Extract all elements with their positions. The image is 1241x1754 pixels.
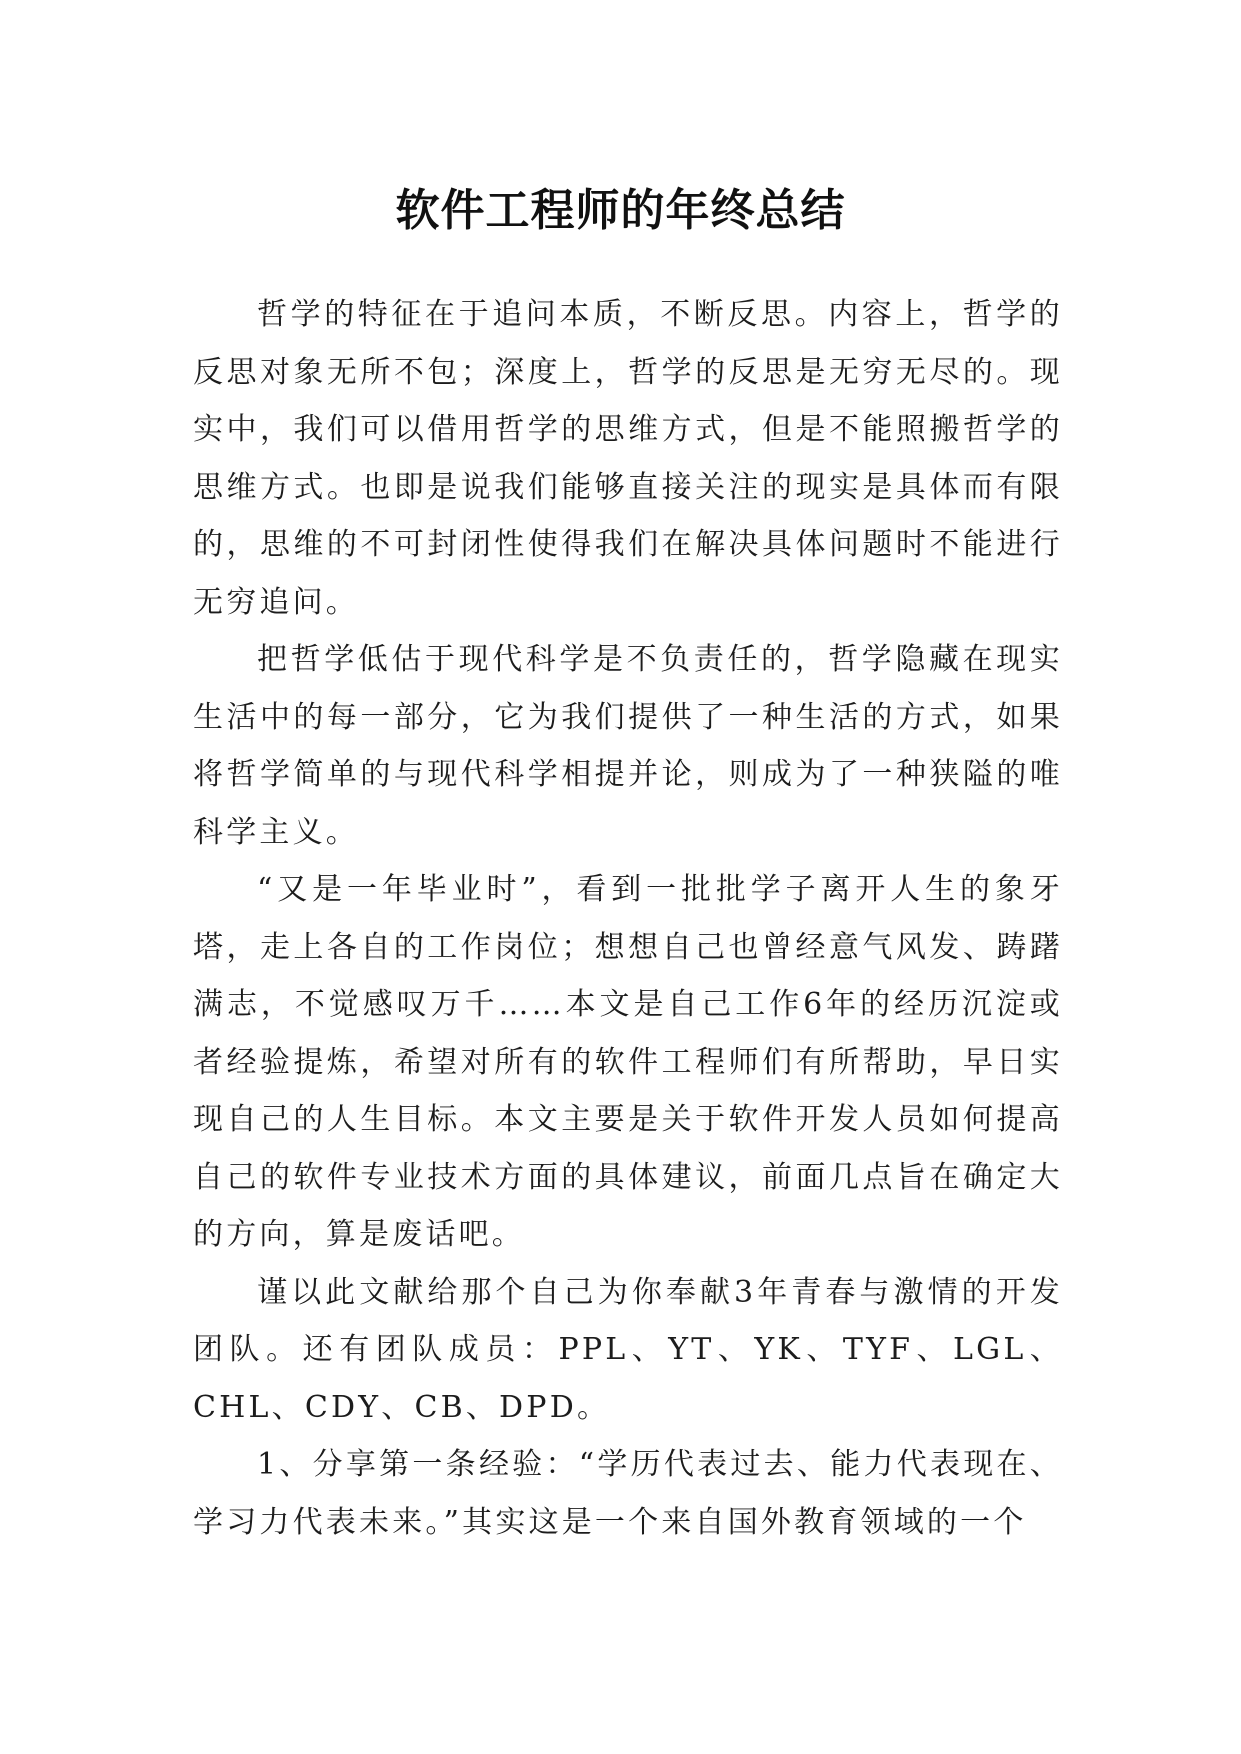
paragraph-philosophy-essence: 哲学的特征在于追问本质，不断反思。内容上，哲学的反思对象无所不包；深度上，哲学的反思是无穷无尽的。现实中，我们可以借用哲学的思维方式，但是不能照搬哲学的思维方式。也即是说我们能够直接关注的现实是具体而有限的，思维的不可封闭性使得我们在解决具体问题时不能进行无穷追问。 [193, 297, 1063, 620]
paragraph-dedication: 谨以此文献给那个自己为你奉献3年青春与激情的开发团队。还有团队成员：PPL、YT、YK、TYF、LGL、CHL、CDY、CB、DPD。 [193, 1274, 1063, 1425]
paragraph-philosophy-science: 把哲学低估于现代科学是不负责任的，哲学隐藏在现实生活中的每一部分，它为我们提供了一种生活的方式，如果将哲学简单的与现代科学相提并论，则成为了一种狭隘的唯科学主义。 [193, 642, 1063, 850]
paragraph-graduation: “又是一年毕业时”，看到一批批学子离开人生的象牙塔，走上各自的工作岗位；想想自己也曾经意气风发、踌躇满志，不觉感叹万千……本文是自己工作6年的经历沉淀或者经验提炼，希望对所有的软件工程师们有所帮助，早日实现自己的人生目标。本文主要是关于软件开发人员如何提高自己的软件专业技术方面的具体建议，前面几点旨在确定大的方向，算是废话吧。 [193, 872, 1063, 1252]
document-body [193, 286, 1063, 1551]
document-title: 软件工程师的年终总结 [395, 185, 846, 237]
paragraph-experience-one: 1、分享第一条经验：“学历代表过去、能力代表现在、学习力代表未来。”其实这是一个来自国外教育领域的一个 [193, 1447, 1063, 1540]
